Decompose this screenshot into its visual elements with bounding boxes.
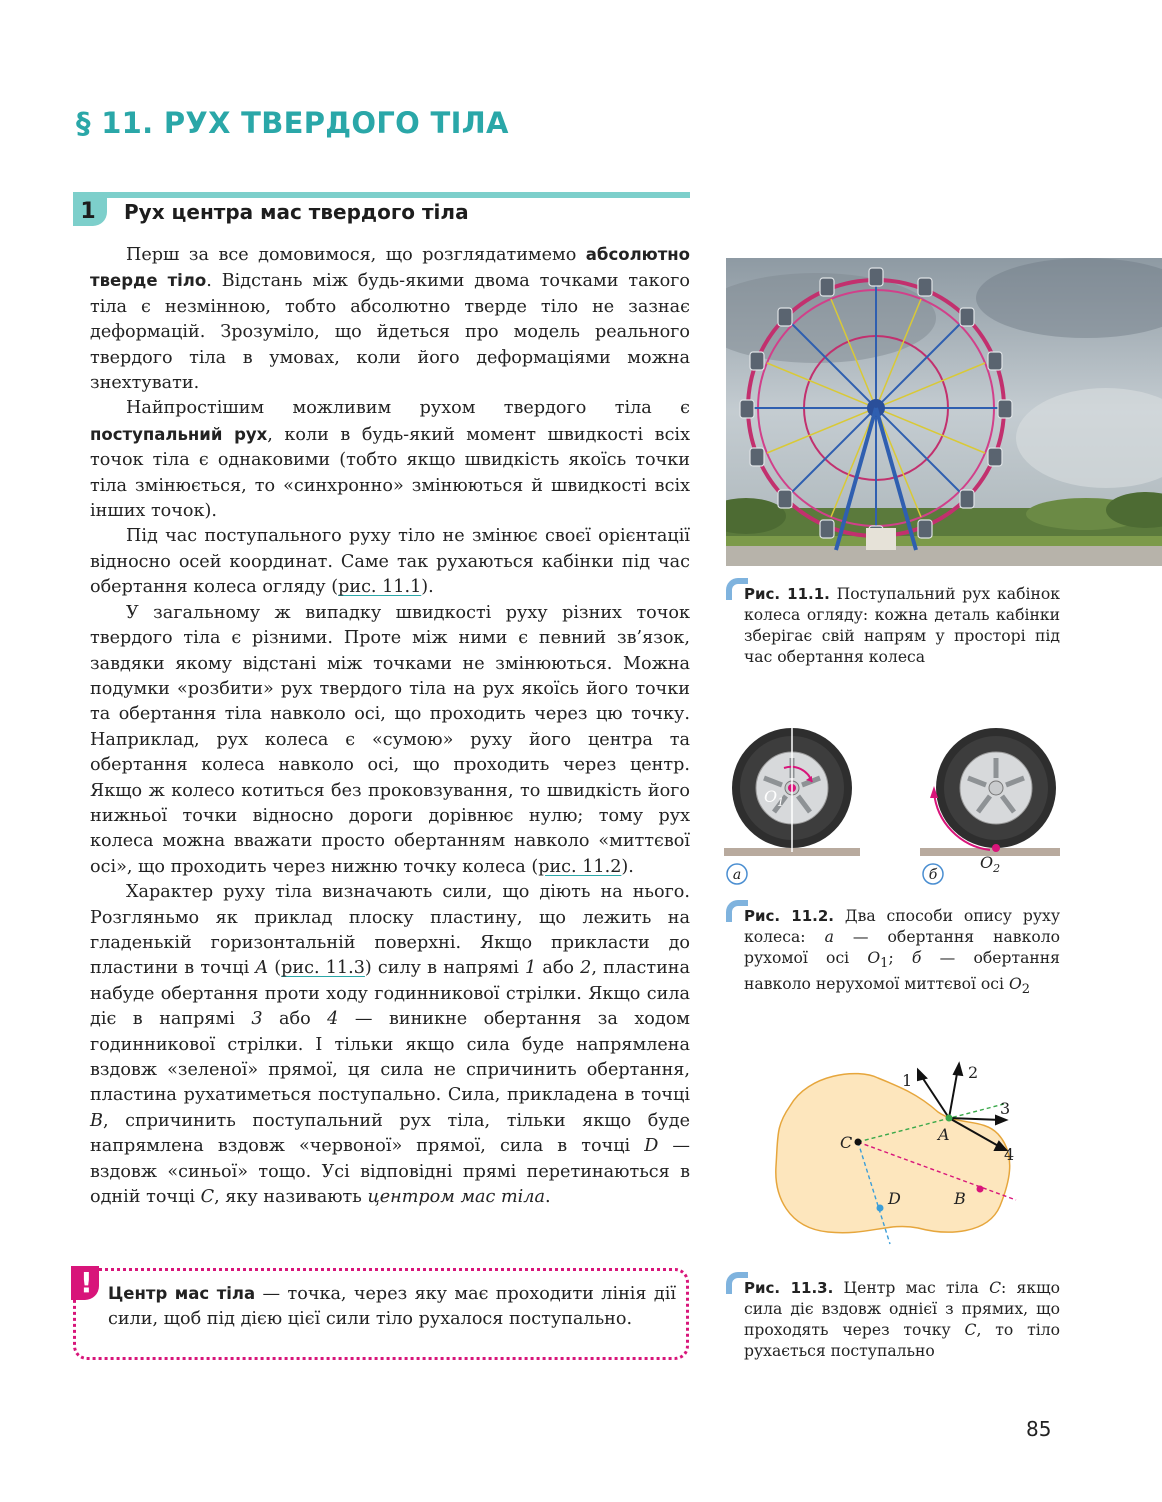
point-label: D: [644, 1136, 659, 1157]
definition-term: Центр мас тіла: [108, 1284, 256, 1303]
caption-italic: C: [989, 1279, 1002, 1297]
text-run: Перш за все домовимося, що розглядатимемо: [126, 245, 586, 265]
text-run: , спричинить поступальний рух тіла, тільки якщо буде напрямлена вздовж «червоної» прямої, сила в точці: [90, 1110, 690, 1157]
paragraph-2: [90, 396, 690, 524]
caption-text: , то тіло рухається поступально: [744, 1321, 1061, 1360]
direction-label: 3: [251, 1009, 263, 1030]
caption-text: — обертання навколо рухомої осі: [744, 928, 1060, 967]
caption-subscript: 2: [1021, 982, 1031, 998]
caption-text: Поступальний рух кабінок колеса огляду: кожна деталь кабінки зберігає свій напрям у просторі під час обертання колеса: [744, 585, 1060, 666]
paragraph-4: [90, 601, 690, 880]
text-run: , яку називають: [214, 1187, 368, 1208]
exclamation-icon: !: [80, 1266, 93, 1299]
label-c: C: [840, 1133, 853, 1152]
caption-text: Центр мас тіла: [833, 1279, 990, 1297]
label-b: B: [954, 1189, 966, 1208]
caption-label: Рис. 11.2.: [744, 907, 834, 925]
point-d: [877, 1205, 884, 1212]
label-a: A: [938, 1125, 950, 1144]
direction-label: 4: [327, 1009, 339, 1030]
label-d: D: [888, 1189, 901, 1208]
text-run: Найпростішим можливим рухом твердого тіла є: [126, 398, 690, 419]
text-run: або: [262, 1009, 328, 1030]
text-run: , коли в будь-який момент швидкості всіх точок тіла є однаковими (тобто якщо швидкість якоїсь точки тіла змінюється, то «синхронно» змінюються й швидкості всіх інших точок).: [90, 424, 690, 522]
caption-italic: O: [1008, 975, 1022, 994]
point-label: A: [255, 958, 269, 979]
text-run: Характер руху тіла визначають сили, що діють на нього. Розгляньмо як приклад плоску пластину, що лежить на гладенькій горизонтальній поверхні. Якщо прикласти до пластини в точці: [90, 882, 690, 979]
caption-italic: а: [824, 928, 834, 946]
point-label: B: [90, 1110, 103, 1131]
text-run: , пластина набуде обертання проти ходу годинникової стрілки. Якщо сила діє в напрямі: [90, 958, 691, 1030]
arrowhead: [918, 1070, 926, 1080]
caption-italic: б: [911, 949, 922, 967]
caption-label: Рис. 11.3.: [744, 1279, 834, 1297]
text-run: (: [268, 958, 282, 979]
chapter-title: § 11. РУХ ТВЕРДОГО ТІЛА: [76, 106, 509, 140]
text-run: — виникне обертання за ходом годинникової стрілки. І тільки якщо сила буде напрямлена вздовж «зеленої» прямої, ця сила не спричинить обертання, пластина рухатиметься поступально. Сила, прикладена в точці: [90, 1009, 690, 1106]
point-a: [946, 1115, 953, 1122]
caption-italic: C: [964, 1321, 977, 1339]
figure-11-1-caption: [744, 584, 1060, 668]
text-run: Під час поступального руху тіло не змінює своєї орієнтації відносно осей координат. Саме так рухаються кабінки під час обертання колеса огляду (: [90, 526, 690, 598]
label-o2: $O_2$: [980, 853, 1001, 875]
caption-text: Два способи опису руху колеса:: [744, 907, 1060, 946]
force-arrow-2: [949, 1068, 958, 1118]
point-c: [855, 1139, 862, 1146]
definition-text: [108, 1281, 676, 1333]
section-divider: [73, 192, 690, 198]
label-o1: $O_1$: [764, 787, 785, 809]
figure-11-2-caption: [744, 906, 1060, 1000]
text-run: ).: [621, 856, 634, 877]
label-3: 3: [1000, 1099, 1011, 1118]
body-text: [90, 242, 690, 1210]
section-number: 1: [73, 198, 107, 226]
label-1: 1: [902, 1071, 913, 1090]
page-number: 85: [1026, 1417, 1052, 1441]
caption-text: : якщо сила діє вздовж однієї з прямих, що проходять через точку: [744, 1279, 1060, 1339]
direction-label: 1: [524, 958, 537, 979]
term-italic: центром мас тіла: [367, 1187, 545, 1208]
arrowhead: [954, 1064, 962, 1075]
caption-text: ;: [888, 949, 912, 967]
ferris-wheel-illustration: [726, 258, 1162, 566]
text-run: — вздовж «синьої» тощо. Усі відповідні прямі перетинаються в одній точці: [90, 1136, 690, 1208]
paragraph-3: [90, 524, 690, 600]
direction-label: 2: [580, 958, 592, 979]
term: поступальний рух: [90, 424, 268, 444]
panel-a-label: а: [732, 867, 742, 883]
figure-link[interactable]: рис. 11.1: [338, 577, 422, 598]
wheel-b: [936, 728, 1056, 848]
term: абсолютно тверде тіло: [90, 245, 690, 291]
text-run: У загальному ж випадку швидкості руху різних точок твердого тіла є різними. Проте між ними є певний зв’язок, завдяки якому відстані між точками не змінюються. Можна подумки «розбити» рух твердого тіла на рух якоїсь його точки та обертання тіла навколо осі, що проходить через цю точку. Наприклад, рух колеса є «сумою» руху його центра та обертання колеса навколо осі, що проходить через центр. Якщо ж колесо котиться без проковзування, то швидкість його нижньої точки відносно дороги дорівнює нулю; тому рух колеса можна вважати просто обертанням навколо «миттєвої осі», що проходить через нижню точку колеса (: [90, 602, 690, 877]
text-run: або: [536, 958, 581, 979]
text-run: ) силу в напрямі: [364, 958, 525, 979]
paragraph-5: [90, 880, 690, 1210]
caption-label: Рис. 11.1.: [744, 585, 830, 603]
caption-subscript: 1: [880, 956, 889, 972]
label-4: 4: [1004, 1145, 1015, 1164]
figure-link[interactable]: рис. 11.2: [538, 856, 622, 877]
point-label: C: [200, 1187, 215, 1208]
contact-point: [992, 844, 1000, 852]
figure-11-3-caption: [744, 1278, 1060, 1362]
figure-11-3-plate: [768, 1056, 1048, 1252]
definition-body: — точка, через яку має проходити лінія дії сили, щоб під дією цієї сили тіло рухалося поступально.: [108, 1284, 676, 1330]
paragraph-1: [90, 242, 690, 396]
label-2: 2: [968, 1063, 979, 1082]
figure-11-2-wheels: [724, 728, 1064, 890]
text-run: . Відстань між будь-якими двома точками такого тіла є незмінною, тобто абсолютно тверде тіло не зазнає деформацій. Зрозуміло, що йдеться про модель реального твердого тіла в умовах, коли його деформаціями можна знехтувати.: [90, 271, 690, 394]
wheel-a: [732, 728, 852, 852]
text-run: ).: [421, 577, 434, 598]
ferris-wheel-photo: [726, 258, 1162, 566]
caption-italic: O: [867, 949, 881, 967]
caption-text: — обертання навколо нерухомої миттєвої осі: [744, 949, 1060, 994]
section-title: Рух центра мас твердого тіла: [124, 200, 469, 224]
plate-shape: [776, 1074, 1010, 1233]
point-b: [977, 1186, 984, 1193]
text-run: .: [544, 1187, 551, 1208]
panel-b-label: б: [928, 867, 938, 883]
figure-link[interactable]: рис. 11.3: [281, 958, 365, 979]
